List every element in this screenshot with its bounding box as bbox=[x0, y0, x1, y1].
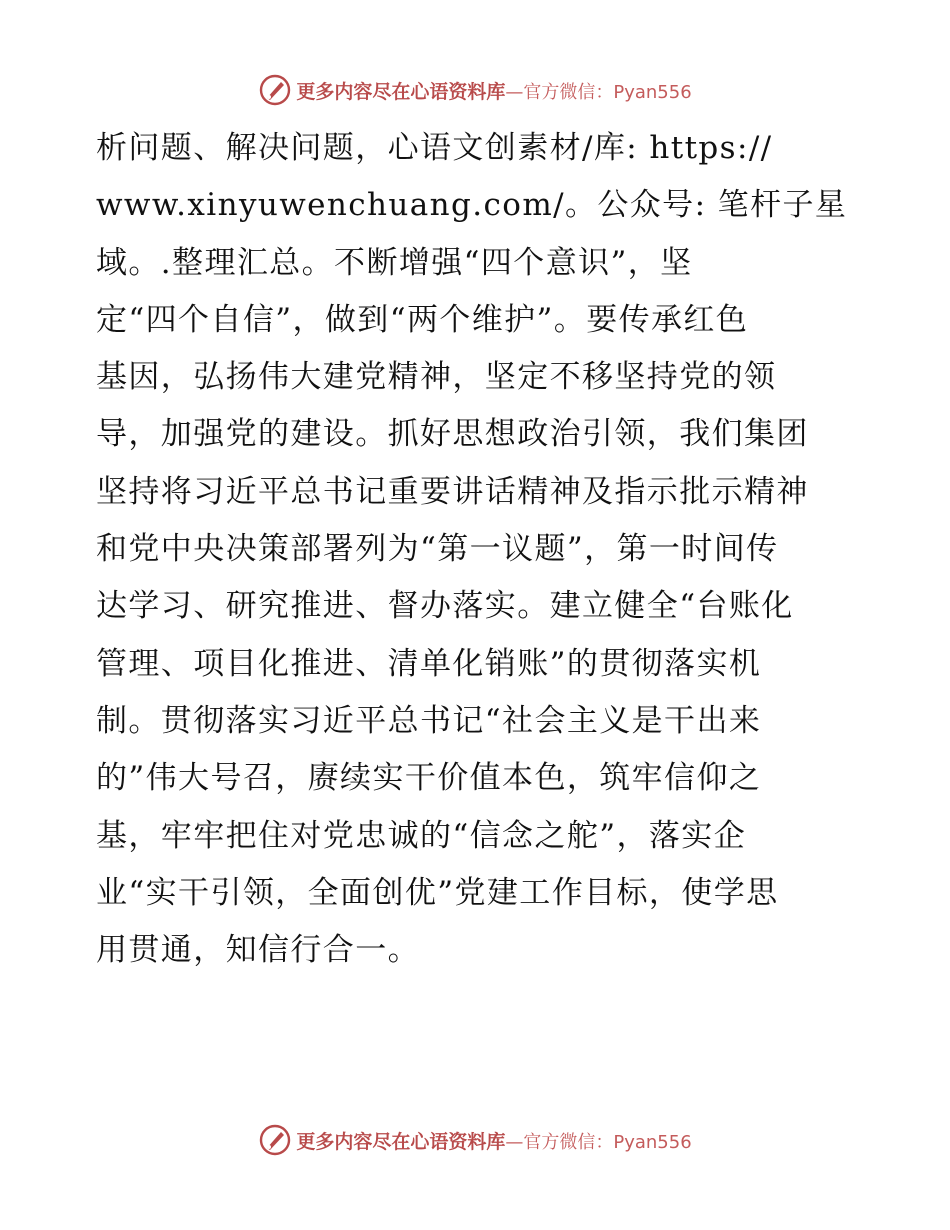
body-line: 管理、项目化推进、清单化销账”的贯彻落实机 bbox=[96, 645, 762, 682]
watermark-sub: 官方微信：Pyan556 bbox=[523, 81, 692, 103]
body-line: 用贯通，知信行合一。 bbox=[96, 932, 420, 969]
watermark-text bbox=[296, 1127, 691, 1154]
body-line: 达学习、研究推进、督办落实。建立健全“台账化 bbox=[96, 588, 794, 625]
watermark-dash: — bbox=[505, 1131, 524, 1153]
header-watermark bbox=[0, 70, 950, 110]
watermark-dash: — bbox=[505, 81, 524, 103]
body-line: 基，牢牢把住对党忠诚的“信念之舵”，落实企 bbox=[96, 817, 747, 854]
body-line: 和党中央决策部署列为“第一议题”，第一时间传 bbox=[96, 531, 779, 568]
body-line: www.xinyuwenchuang.com/。公众号: 笔杆子星 bbox=[96, 187, 848, 224]
body-line: 析问题、解决问题，心语文创素材/库: https:// bbox=[96, 130, 773, 166]
watermark-main: 更多内容尽在心语资料库 bbox=[296, 80, 506, 103]
watermark-sub: 官方微信：Pyan556 bbox=[523, 1131, 692, 1153]
fountain-pen-logo-icon bbox=[258, 73, 292, 107]
body-line: 基因，弘扬伟大建党精神，坚定不移坚持党的领 bbox=[96, 359, 777, 396]
document-body bbox=[96, 120, 856, 979]
body-line: 坚持将习近平总书记重要讲话精神及指示批示精神 bbox=[96, 473, 809, 510]
body-line: 的”伟大号召，赓续实干价值本色，筑牢信仰之 bbox=[96, 760, 762, 797]
body-line: 制。贯彻落实习近平总书记“社会主义是干出来 bbox=[96, 702, 762, 739]
footer-watermark bbox=[0, 1120, 950, 1160]
watermark-main: 更多内容尽在心语资料库 bbox=[296, 1130, 506, 1153]
body-line: 导，加强党的建设。抓好思想政治引领，我们集团 bbox=[96, 416, 809, 453]
fountain-pen-logo-icon bbox=[258, 1123, 292, 1157]
body-line: 定“四个自信”，做到“两个维护”。要传承红色 bbox=[96, 301, 749, 338]
body-line: 域。.整理汇总。不断增强“四个意识”，坚 bbox=[96, 244, 693, 281]
body-line: 业“实干引领，全面创优”党建工作目标，使学思 bbox=[96, 874, 779, 911]
watermark-text bbox=[296, 77, 691, 104]
